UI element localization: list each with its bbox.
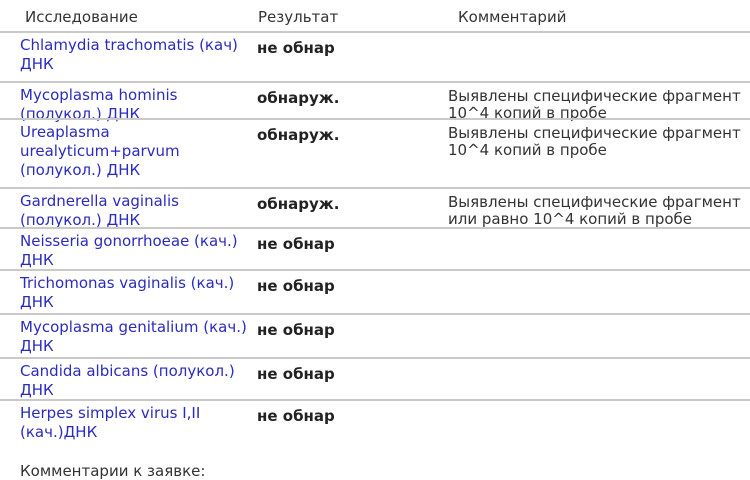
results-table (0, 31, 750, 443)
test-result: обнаруж. (257, 195, 340, 213)
request-comments-label: Комментарии к заявке: (20, 462, 206, 480)
test-name: Gardnerella vaginalis (полукол.) ДНК (20, 192, 179, 229)
test-result: не обнар (257, 407, 335, 425)
test-comment: Выявлены специфические фрагмент 10^4 копий в пробе (448, 87, 741, 122)
column-header-result: Результат (258, 8, 339, 26)
test-name: Candida albicans (полукол.) ДНК (20, 362, 235, 399)
test-name: Herpes simplex virus I,II (кач.)ДНК (20, 404, 201, 441)
test-comment: Выявлены специфические фрагмент или равно 10^4 копий в пробе (448, 193, 741, 228)
test-name: Trichomonas vaginalis (кач.) ДНК (20, 274, 235, 311)
test-name: Mycoplasma genitalium (кач.) ДНК (20, 318, 247, 355)
table-row (0, 81, 750, 123)
test-comment: Выявлены специфические фрагмент 10^4 копий в пробе (448, 124, 741, 159)
table-row (0, 313, 750, 357)
table-row (0, 118, 750, 187)
table-row (0, 227, 750, 269)
test-result: не обнар (257, 321, 335, 339)
column-header-test: Исследование (25, 8, 138, 26)
test-result: не обнар (257, 235, 335, 253)
test-name: Ureaplasma urealyticum+parvum (полукол.) ДНК (20, 123, 180, 179)
test-result: обнаруж. (257, 89, 340, 107)
test-result: не обнар (257, 365, 335, 383)
table-row (0, 399, 750, 443)
column-header-comment: Комментарий (458, 8, 567, 26)
test-name: Neisseria gonorrhoeae (кач.) ДНК (20, 232, 238, 269)
test-name: Mycoplasma hominis (полукол.) ДНК (20, 86, 178, 123)
table-row (0, 269, 750, 313)
test-result: не обнар (257, 277, 335, 295)
table-row (0, 187, 750, 227)
test-name: Chlamydia trachomatis (кач) ДНК (20, 36, 238, 73)
table-row (0, 31, 750, 81)
test-result: обнаруж. (257, 126, 340, 144)
test-result: не обнар (257, 39, 335, 57)
table-row (0, 357, 750, 399)
